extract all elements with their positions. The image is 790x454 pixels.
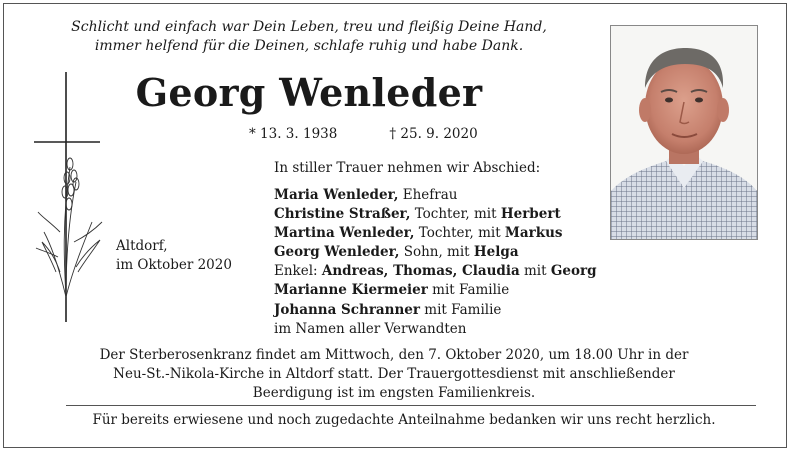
place-and-date — [116, 237, 232, 275]
mourner-line: Enkel: Andreas, Thomas, Claudia mit Georg — [274, 263, 597, 280]
obituary-notice — [3, 3, 787, 448]
mourner-line: Christine Straßer, Tochter, mit Herbert — [274, 206, 561, 223]
funeral-line: Neu-St.-Nikola-Kirche in Altdorf statt. Der Trauergottesdienst mit anschließender — [113, 366, 675, 382]
divider — [66, 405, 756, 406]
mourner-line: Martina Wenleder, Tochter, mit Markus — [274, 225, 563, 242]
farewell-line: In stiller Trauer nehmen wir Abschied: — [274, 160, 541, 176]
place-line: im Oktober 2020 — [116, 257, 232, 273]
mourner-line: Marianne Kiermeier mit Familie — [274, 282, 510, 299]
portrait-photo — [610, 25, 758, 240]
deceased-name: Georg Wenleder — [135, 70, 483, 115]
mourner-list — [274, 186, 597, 339]
mourner-line: Johanna Schranner mit Familie — [274, 301, 502, 318]
place-line: Altdorf, — [116, 238, 168, 254]
poem-line: immer helfend für die Deinen, schlafe ruhig und habe Dank. — [94, 38, 524, 54]
birth-date: * 13. 3. 1938 — [249, 126, 338, 142]
death-date: † 25. 9. 2020 — [389, 126, 478, 142]
portrait-illustration — [611, 26, 757, 239]
funeral-information — [44, 346, 744, 403]
life-dates — [249, 126, 478, 142]
poem — [44, 18, 574, 56]
funeral-line: Der Sterberosenkranz findet am Mittwoch, den 7. Oktober 2020, um 18.00 Uhr in der — [99, 347, 689, 363]
funeral-line: Beerdigung ist im engsten Familienkreis. — [252, 385, 536, 401]
thanks-line: Für bereits erwiesene und noch zugedachte Anteilnahme bedanken wir uns recht herzlich. — [92, 412, 716, 428]
mourner-line: Georg Wenleder, Sohn, mit Helga — [274, 244, 519, 261]
mourner-line: im Namen aller Verwandten — [274, 320, 467, 337]
poem-line: Schlicht und einfach war Dein Leben, treu und fleißig Deine Hand, — [71, 19, 547, 35]
cross-with-wheat-icon — [30, 72, 110, 322]
mourner-line: Maria Wenleder, Ehefrau — [274, 187, 458, 203]
